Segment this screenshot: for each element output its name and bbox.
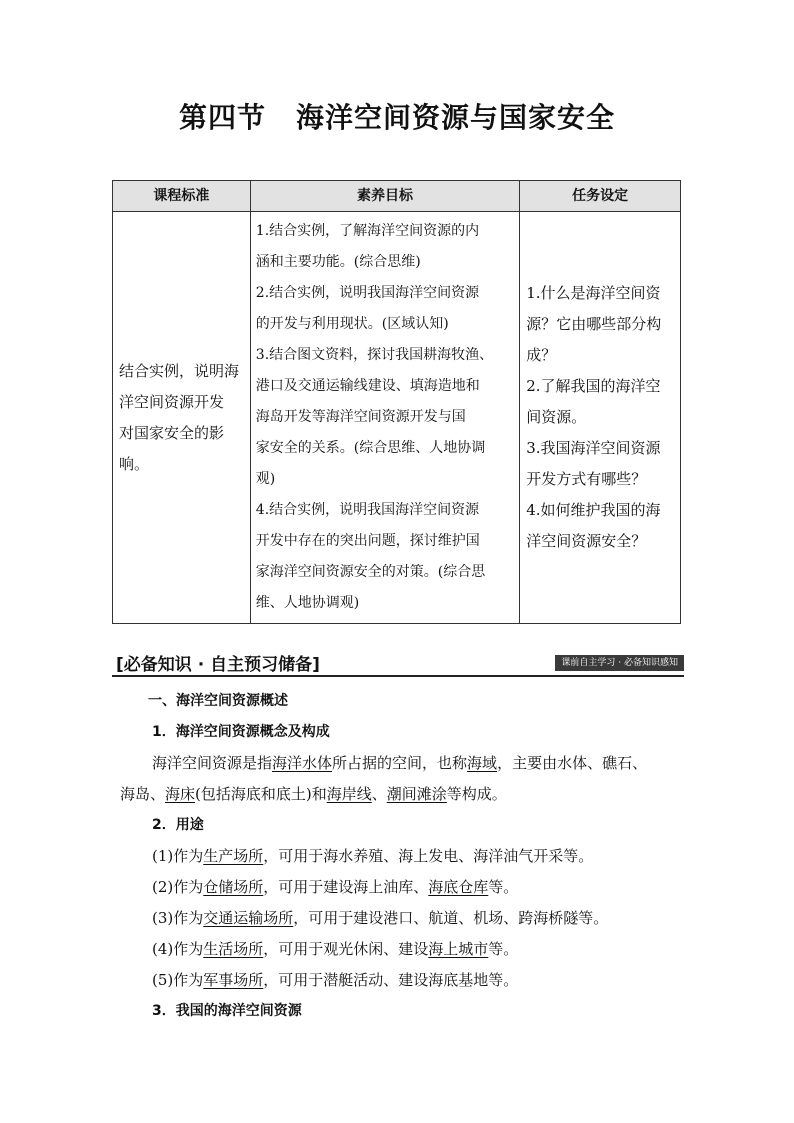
- goal-line: 2.结合实例，说明我国海洋空间资源: [255, 285, 480, 301]
- goal-line: 海岛开发等海洋空间资源开发与国: [255, 409, 466, 425]
- keyword: 生产场所: [203, 847, 264, 865]
- literacy-goals-cell: [250, 212, 519, 624]
- keyword: 海岸线: [326, 785, 372, 803]
- keyword: 海洋水体: [272, 754, 333, 772]
- goal-line: 开发中存在的突出问题，探讨维护国: [255, 533, 480, 549]
- page-title: [0, 96, 794, 136]
- objectives-table: [112, 180, 681, 624]
- use-item: (4)作为生活场所，可用于观光休闲、建设海上城市等。: [152, 940, 519, 958]
- goal-line: 3.结合图文资料，探讨我国耕海牧渔、: [255, 347, 494, 363]
- goal-line: 1.结合实例，了解海洋空间资源的内: [255, 223, 480, 239]
- heading-uses: 2．用途: [152, 817, 204, 833]
- goal-line: 观): [255, 471, 276, 487]
- standard-line: 结合实例，说明海: [119, 361, 240, 380]
- use-item: (2)作为仓储场所，可用于建设海上油库、海底仓库等。: [152, 878, 519, 896]
- task-line: 间资源。: [526, 408, 587, 426]
- goal-line: 涵和主要功能。(综合思维): [255, 254, 421, 270]
- paragraph-line: 海洋空间资源是指海洋水体所占据的空间，也称海域，主要由水体、礁石、: [152, 754, 648, 772]
- keyword: 生活场所: [203, 940, 264, 958]
- heading-overview: 一、海洋空间资源概述: [148, 693, 288, 709]
- goal-line: 4.结合实例，说明我国海洋空间资源: [255, 502, 480, 518]
- keyword: 军事场所: [203, 971, 264, 989]
- keyword: 海域: [467, 754, 498, 772]
- keyword: 海床: [165, 785, 196, 803]
- task-setting-cell: [520, 212, 681, 624]
- header-literacy-goals: 素养目标: [250, 181, 519, 212]
- keyword: 仓储场所: [203, 878, 264, 896]
- use-item: (5)作为军事场所，可用于潜艇活动、建设海底基地等。: [152, 971, 519, 989]
- heading-china-resources: 3．我国的海洋空间资源: [152, 1003, 302, 1019]
- keyword: 交通运输场所: [203, 909, 294, 927]
- keyword: 海上城市: [428, 940, 489, 958]
- keyword: 海底仓库: [428, 878, 489, 896]
- table-row: [113, 212, 681, 624]
- curriculum-standard-cell: [113, 212, 251, 624]
- heading-concept: 1．海洋空间资源概念及构成: [152, 724, 330, 740]
- table-header-row: [113, 181, 681, 212]
- section-number: 第四节: [178, 101, 266, 134]
- goal-line: 家安全的关系。(综合思维、人地协调: [255, 440, 486, 456]
- goal-line: 的开发与利用现状。(区域认知): [255, 316, 449, 332]
- task-line: 2.了解我国的海洋空: [526, 377, 661, 395]
- standard-line: 对国家安全的影: [119, 423, 225, 442]
- task-line: 洋空间资源安全？: [526, 532, 647, 550]
- task-line: 1.什么是海洋空间资: [526, 284, 661, 302]
- goal-line: 家海洋空间资源安全的对策。(综合思: [255, 564, 486, 580]
- standard-line: 洋空间资源开发: [119, 392, 225, 411]
- section-name: 海洋空间资源与国家安全: [296, 101, 616, 134]
- task-line: 开发方式有哪些？: [526, 470, 647, 488]
- goal-line: 港口及交通运输线建设、填海造地和: [255, 378, 480, 394]
- standard-line: 响。: [119, 454, 150, 473]
- task-line: 源？它由哪些部分构: [526, 315, 662, 333]
- section-header-bar: [112, 651, 684, 677]
- section-tag: 课前自主学习 · 必备知识感知: [555, 655, 684, 671]
- header-curriculum-standard: 课程标准: [113, 181, 251, 212]
- use-item: (3)作为交通运输场所，可用于建设港口、航道、机场、跨海桥隧等。: [152, 909, 609, 927]
- goal-line: 维、人地协调观): [255, 595, 360, 611]
- task-line: 3.我国海洋空间资源: [526, 439, 661, 457]
- task-line: 4.如何维护我国的海: [526, 501, 661, 519]
- use-item: (1)作为生产场所，可用于海水养殖、海上发电、海洋油气开采等。: [152, 847, 594, 865]
- task-line: 成？: [526, 346, 557, 364]
- section-title: [必备知识 · 自主预习储备]: [116, 655, 320, 675]
- header-task-setting: 任务设定: [520, 181, 681, 212]
- keyword: 潮间滩涂: [386, 785, 447, 803]
- paragraph-line: 海岛、海床(包括海底和底土)和海岸线、潮间滩涂等构成。: [120, 785, 507, 803]
